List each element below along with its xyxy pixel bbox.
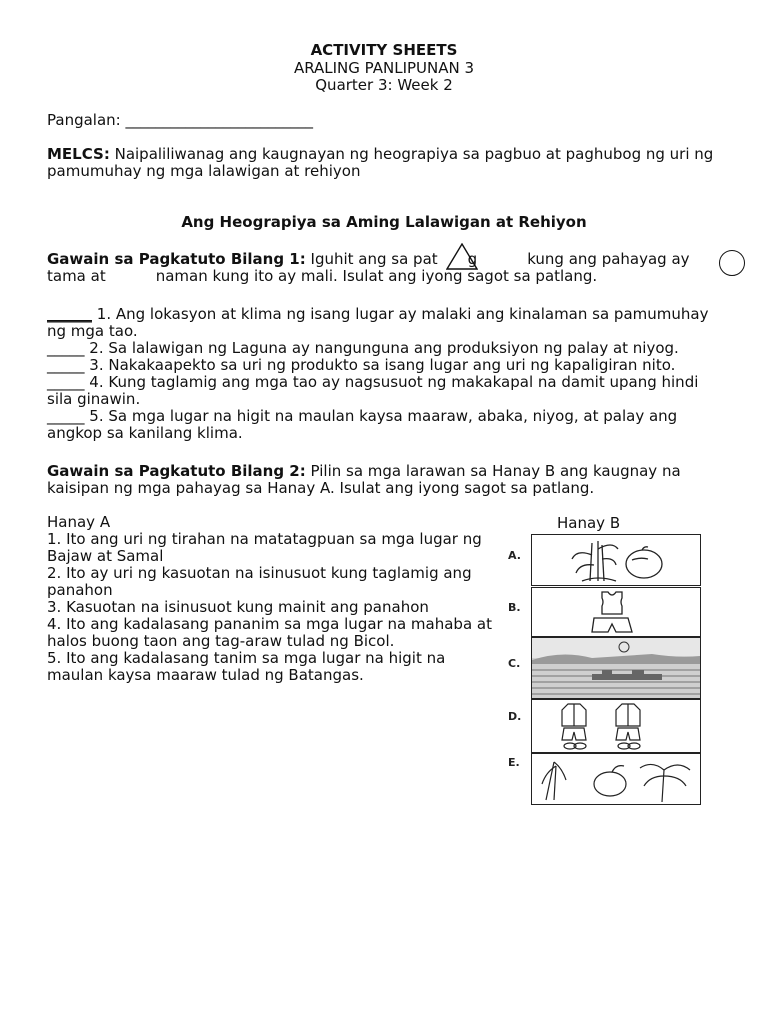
activity2-instruction [47, 463, 727, 497]
quarter-label: Quarter 3: Week 2 [315, 76, 453, 94]
list-item [47, 357, 727, 374]
melcs-label: MELCS: [47, 145, 110, 163]
option-label-e: E. [508, 756, 520, 769]
document-header [0, 42, 768, 95]
item-text: 5. Sa mga lugar na higit na maulan kaysa maaraw, abaka, niyog, at palay ang angkop sa kanilang klima. [47, 407, 678, 442]
list-item [47, 306, 727, 340]
document-title: ACTIVITY SHEETS [310, 41, 458, 59]
item-text: 4. Kung taglamig ang mga tao ay nagsusuot ng makakapal na damit upang hindi sila ginawin. [47, 373, 699, 408]
option-label-c: C. [508, 657, 521, 670]
activity1-text-b: g [467, 250, 478, 268]
answer-blank[interactable]: ______ [47, 305, 92, 323]
activity1-instruction-line2 [47, 268, 597, 285]
summer-clothes-picture [531, 587, 701, 637]
option-label-a: A. [508, 549, 521, 562]
hanay-a-item: 1. Ito ang uri ng tirahan na matatagpuan sa mga lugar ng Bajaw at Samal [47, 530, 482, 565]
rice-coconut-banana-picture [531, 753, 701, 805]
hanay-b-title: Hanay B [557, 514, 621, 532]
answer-blank[interactable]: _____ [47, 373, 85, 391]
item-text: 2. Sa lalawigan ng Laguna ay nangunguna ang produksiyon ng palay at niyog. [89, 339, 679, 357]
name-line: Pangalan: _________________________ [47, 111, 313, 129]
sugarcane-fruit-picture [531, 534, 701, 586]
item-text: 1. Ang lokasyon at klima ng isang lugar ay malaki ang kinalaman sa pamumuhay ng mga tao. [47, 305, 709, 340]
activity1-instruction-line1 [47, 251, 690, 268]
hanay-a-item: 2. Ito ay uri ng kasuotan na isinusuot kung taglamig ang panahon [47, 564, 472, 599]
section-title: Ang Heograpiya sa Aming Lalawigan at Rehiyon [181, 213, 587, 231]
subject-title: ARALING PANLIPUNAN 3 [293, 58, 475, 77]
activity1-items [47, 306, 727, 442]
hanay-a-column [47, 514, 502, 684]
circle-icon [719, 250, 745, 276]
activity1-text-c: kung ang pahayag ay [527, 250, 690, 268]
melcs-text: Naipaliliwanag ang kaugnayan ng heograpiya sa pagbuo at paghubog ng uri ng pamumuhay ng mga lalawigan at rehiyon [47, 145, 714, 180]
activity1-text-e: naman kung ito ay mali. Isulat ang iyong sagot sa patlang. [155, 267, 598, 285]
list-item [47, 340, 727, 357]
melcs-paragraph [47, 146, 727, 180]
activity2-text: Pilin sa mga larawan sa Hanay B ang kaugnay na kaisipan ng mga pahayag sa Hanay A. Isulat ang iyong sagot sa patlang. [47, 462, 681, 497]
hanay-a-title: Hanay A [47, 513, 111, 531]
seaside-stilt-houses-picture [531, 637, 701, 699]
hanay-a-item: 3. Kasuotan na isinusuot kung mainit ang panahon [47, 598, 429, 616]
activity1-text-a: Iguhit ang sa pat [305, 250, 438, 268]
activity1-text-d: tama at [47, 267, 106, 285]
item-text: 3. Nakakaapekto sa uri ng produkto sa isang lugar ang uri ng kapaligiran nito. [89, 356, 676, 374]
winter-clothes-picture [531, 699, 701, 753]
answer-blank[interactable]: _____ [47, 407, 85, 425]
answer-blank[interactable]: _____ [47, 356, 85, 374]
list-item [47, 408, 727, 442]
activity1-label: Gawain sa Pagkatuto Bilang 1: [47, 250, 306, 268]
activity2-label: Gawain sa Pagkatuto Bilang 2: [47, 462, 306, 480]
list-item [47, 374, 727, 408]
hanay-a-item: 4. Ito ang kadalasang pananim sa mga lugar na mahaba at halos buong taon ang tag-araw tulad ng Bicol. [47, 615, 492, 650]
answer-blank[interactable]: _____ [47, 339, 85, 357]
hanay-a-item: 5. Ito ang kadalasang tanim sa mga lugar na higit na maulan kaysa maaraw tulad ng Batangas. [47, 649, 446, 684]
option-label-b: B. [508, 601, 521, 614]
option-label-d: D. [508, 710, 522, 723]
triangle-icon [446, 243, 478, 271]
